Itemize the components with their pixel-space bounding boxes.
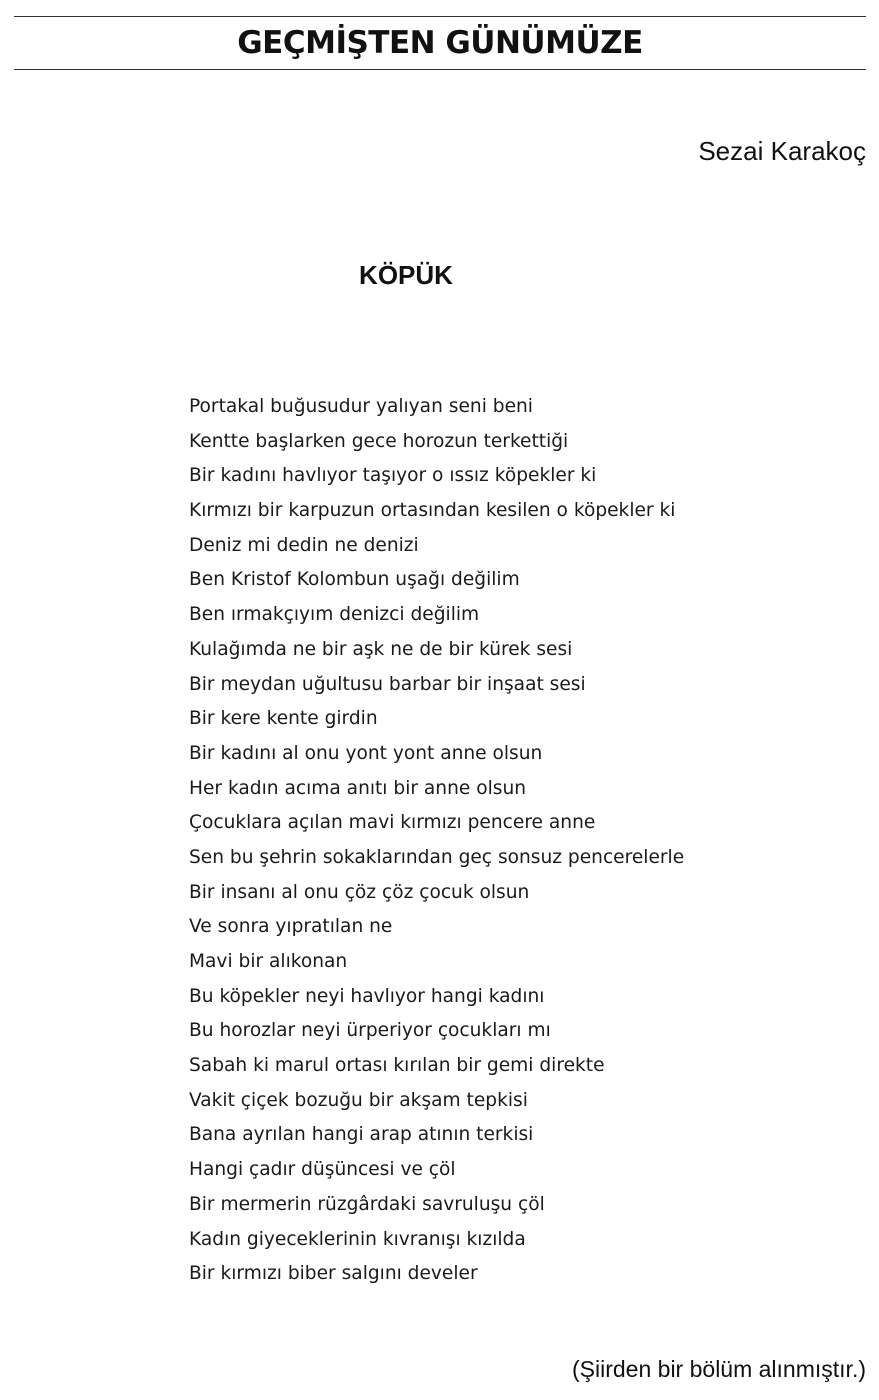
poem-line: Bir kadını al onu yont yont anne olsun bbox=[189, 742, 543, 764]
poem-line: Bir kadını havlıyor taşıyor o ıssız köpekler ki bbox=[189, 465, 597, 487]
poem-line: Kırmızı bir karpuzun ortasından kesilen o köpekler ki bbox=[189, 500, 676, 522]
poem-line: Bir meydan uğultusu barbar bir inşaat sesi bbox=[189, 673, 586, 695]
poem-line: Vakit çiçek bozuğu bir akşam tepkisi bbox=[189, 1089, 528, 1111]
poem-line: Sen bu şehrin sokaklarından geç sonsuz pencerelerle bbox=[189, 846, 685, 868]
poem-line: Bu horozlar neyi ürperiyor çocukları mı bbox=[189, 1020, 551, 1042]
poem-line: Ve sonra yıpratılan ne bbox=[189, 916, 393, 938]
poem-line: Bana ayrılan hangi arap atının terkisi bbox=[189, 1124, 534, 1146]
poem-line: Ben Kristof Kolombun uşağı değilim bbox=[189, 569, 520, 591]
poem-line: Kadın giyeceklerinin kıvranışı kızılda bbox=[189, 1228, 526, 1250]
poem-body bbox=[189, 393, 684, 1295]
poem-line: Çocuklara açılan mavi kırmızı pencere anne bbox=[189, 812, 596, 834]
poem-line: Her kadın acıma anıtı bir anne olsun bbox=[189, 777, 527, 799]
poem-line: Mavi bir alıkonan bbox=[189, 951, 348, 972]
poem-title: KÖPÜK bbox=[359, 260, 453, 290]
footnote: (Şiirden bir bölüm alınmıştır.) bbox=[572, 1356, 866, 1382]
poem-line: Bir mermerin rüzgârdaki savruluşu çöl bbox=[189, 1193, 545, 1215]
poem-line: Bir kere kente girdin bbox=[189, 708, 378, 730]
poem-line: Sabah ki marul ortası kırılan bir gemi direkte bbox=[189, 1055, 605, 1077]
section-title: GEÇMİŞTEN GÜNÜMÜZE bbox=[237, 25, 643, 61]
poem-line: Bir kırmızı biber salgını develer bbox=[189, 1263, 478, 1285]
poem-line: Portakal buğusudur yalıyan seni beni bbox=[189, 396, 533, 417]
poem-line: Hangi çadır düşüncesi ve çöl bbox=[189, 1159, 456, 1181]
poem-line: Deniz mi dedin ne denizi bbox=[189, 534, 419, 556]
poem-line: Ben ırmakçıyım denizci değilim bbox=[189, 604, 480, 626]
author-name: Sezai Karakoç bbox=[698, 136, 866, 166]
poem-line: Bir insanı al onu çöz çöz çocuk olsun bbox=[189, 881, 530, 903]
poem-line: Kentte başlarken gece horozun terkettiği bbox=[189, 430, 569, 452]
page-header bbox=[14, 16, 866, 70]
poem-line: Bu köpekler neyi havlıyor hangi kadını bbox=[189, 985, 545, 1007]
poem-line: Kulağımda ne bir aşk ne de bir kürek sesi bbox=[189, 638, 573, 660]
